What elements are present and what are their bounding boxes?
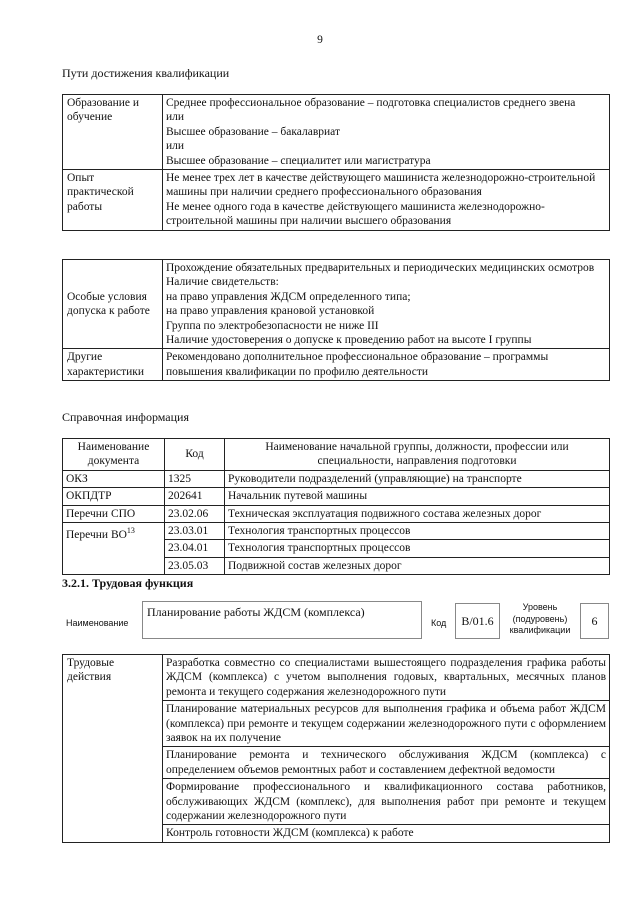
- education-line: Среднее профессиональное образование – подготовка специалистов среднего звена: [166, 97, 576, 109]
- other-label: Другие характеристики: [63, 349, 163, 381]
- special-row: [63, 260, 610, 349]
- conditions-table: [62, 259, 610, 381]
- ref-code: 23.05.03: [165, 557, 225, 574]
- footnote-mark: 13: [126, 526, 135, 536]
- function-code-value: B/01.6: [455, 603, 500, 639]
- other-row: [63, 349, 610, 381]
- special-line: Прохождение обязательных предварительных и периодических медицинских осмотров: [166, 262, 595, 274]
- action-item: Планирование ремонта и технического обслуживания ЖДСМ (комплекса) с определением объемов ремонтных работ и составлением дефектной ведомости: [163, 747, 610, 779]
- action-row: [63, 655, 610, 701]
- actions-label: Трудовые действия: [63, 655, 163, 843]
- education-line: или: [166, 111, 185, 124]
- function-name-label: Наименование: [66, 618, 129, 628]
- special-line: на право управления ЖДСМ определенного типа;: [166, 290, 411, 303]
- ref-name: Технология транспортных процессов: [225, 523, 610, 540]
- action-item: Планирование материальных ресурсов для выполнения графика и объема работ ЖДСМ (комплекса) при ремонте и текущем содержании железнодорожного пути с оформлением заявок на их получение: [163, 701, 610, 747]
- experience-line: Не менее одного года в качестве действующего машиниста железнодорожно-строительной машины при наличии высшего образования: [166, 200, 545, 228]
- function-name-value: Планирование работы ЖДСМ (комплекса): [147, 605, 365, 619]
- special-line: Наличие свидетельств:: [166, 276, 279, 289]
- education-line: или: [166, 140, 185, 153]
- ref-doc: Перечни СПО: [63, 505, 165, 522]
- special-label: Особые условия допуска к работе: [63, 260, 163, 349]
- action-item: Формирование профессионального и квалификационного состава работников, обслуживающих ЖДСМ (комплекс), для выполнения работ при ремонте и текущем содержании железнодорожного пути: [163, 779, 610, 825]
- ref-code: 202641: [165, 488, 225, 505]
- reference-table: [62, 438, 610, 575]
- reference-header: [63, 439, 610, 471]
- header-code: Код: [165, 439, 225, 471]
- ref-code: 23.02.06: [165, 505, 225, 522]
- ref-name: Технология транспортных процессов: [225, 540, 610, 557]
- ref-name: Техническая эксплуатация подвижного состава железных дорог: [225, 505, 610, 522]
- ref-code: 23.03.01: [165, 523, 225, 540]
- special-line: на право управления крановой установкой: [166, 305, 375, 318]
- ref-doc: [63, 523, 165, 575]
- table-row: [63, 505, 610, 522]
- function-name-box: [142, 601, 422, 639]
- special-line: Наличие удостоверения о допуске к проведению работ на высоте I группы: [166, 334, 532, 347]
- function-level-value: 6: [580, 603, 609, 639]
- page-number: 9: [317, 34, 323, 46]
- education-line: Высшее образование – специалитет или магистратура: [166, 154, 431, 167]
- function-code-label: Код: [431, 618, 447, 628]
- special-line: Группа по электробезопасности не ниже III: [166, 319, 379, 332]
- header-name: Наименование начальной группы, должности, профессии или специальности, направления подготовки: [225, 439, 610, 471]
- education-label: Образование и обучение: [63, 95, 163, 170]
- action-item: Разработка совместно со специалистами вышестоящего подразделения графика работы ЖДСМ (комплекса) с учетом выполнения годовых, квартальных, месячных планов ремонта и текущего содержания железнодорожного пути: [163, 655, 610, 701]
- header-document: Наименование документа: [63, 439, 165, 471]
- paths-table: [62, 94, 610, 231]
- other-text: Рекомендовано дополнительное профессиональное образование – программы повышения квалификации по профилю деятельности: [163, 349, 610, 381]
- action-item: Контроль готовности ЖДСМ (комплекса) к работе: [163, 825, 610, 842]
- table-row: [63, 470, 610, 487]
- actions-table: [62, 654, 610, 843]
- ref-doc: ОКЗ: [63, 470, 165, 487]
- paths-title: Пути достижения квалификации: [62, 66, 230, 80]
- education-row: [63, 95, 610, 170]
- experience-label: Опыт практической работы: [63, 170, 163, 231]
- reference-title: Справочная информация: [62, 410, 189, 424]
- ref-name: Начальник путевой машины: [225, 488, 610, 505]
- ref-doc-text: Перечни ВО: [66, 528, 127, 541]
- table-row: [63, 523, 610, 540]
- ref-name: Подвижной состав железных дорог: [225, 557, 610, 574]
- experience-line: Не менее трех лет в качестве действующего машиниста железнодорожно-строительной машины при наличии среднего профессионального образования: [166, 172, 596, 199]
- ref-code: 1325: [165, 470, 225, 487]
- function-level-label: Уровень (подуровень) квалификации: [509, 602, 571, 635]
- ref-doc: ОКПДТР: [63, 488, 165, 505]
- function-title: 3.2.1. Трудовая функция: [62, 576, 194, 590]
- education-line: Высшее образование – бакалавриат: [166, 125, 340, 138]
- ref-code: 23.04.01: [165, 540, 225, 557]
- experience-row: [63, 170, 610, 231]
- table-row: [63, 488, 610, 505]
- ref-name: Руководители подразделений (управляющие) на транспорте: [225, 470, 610, 487]
